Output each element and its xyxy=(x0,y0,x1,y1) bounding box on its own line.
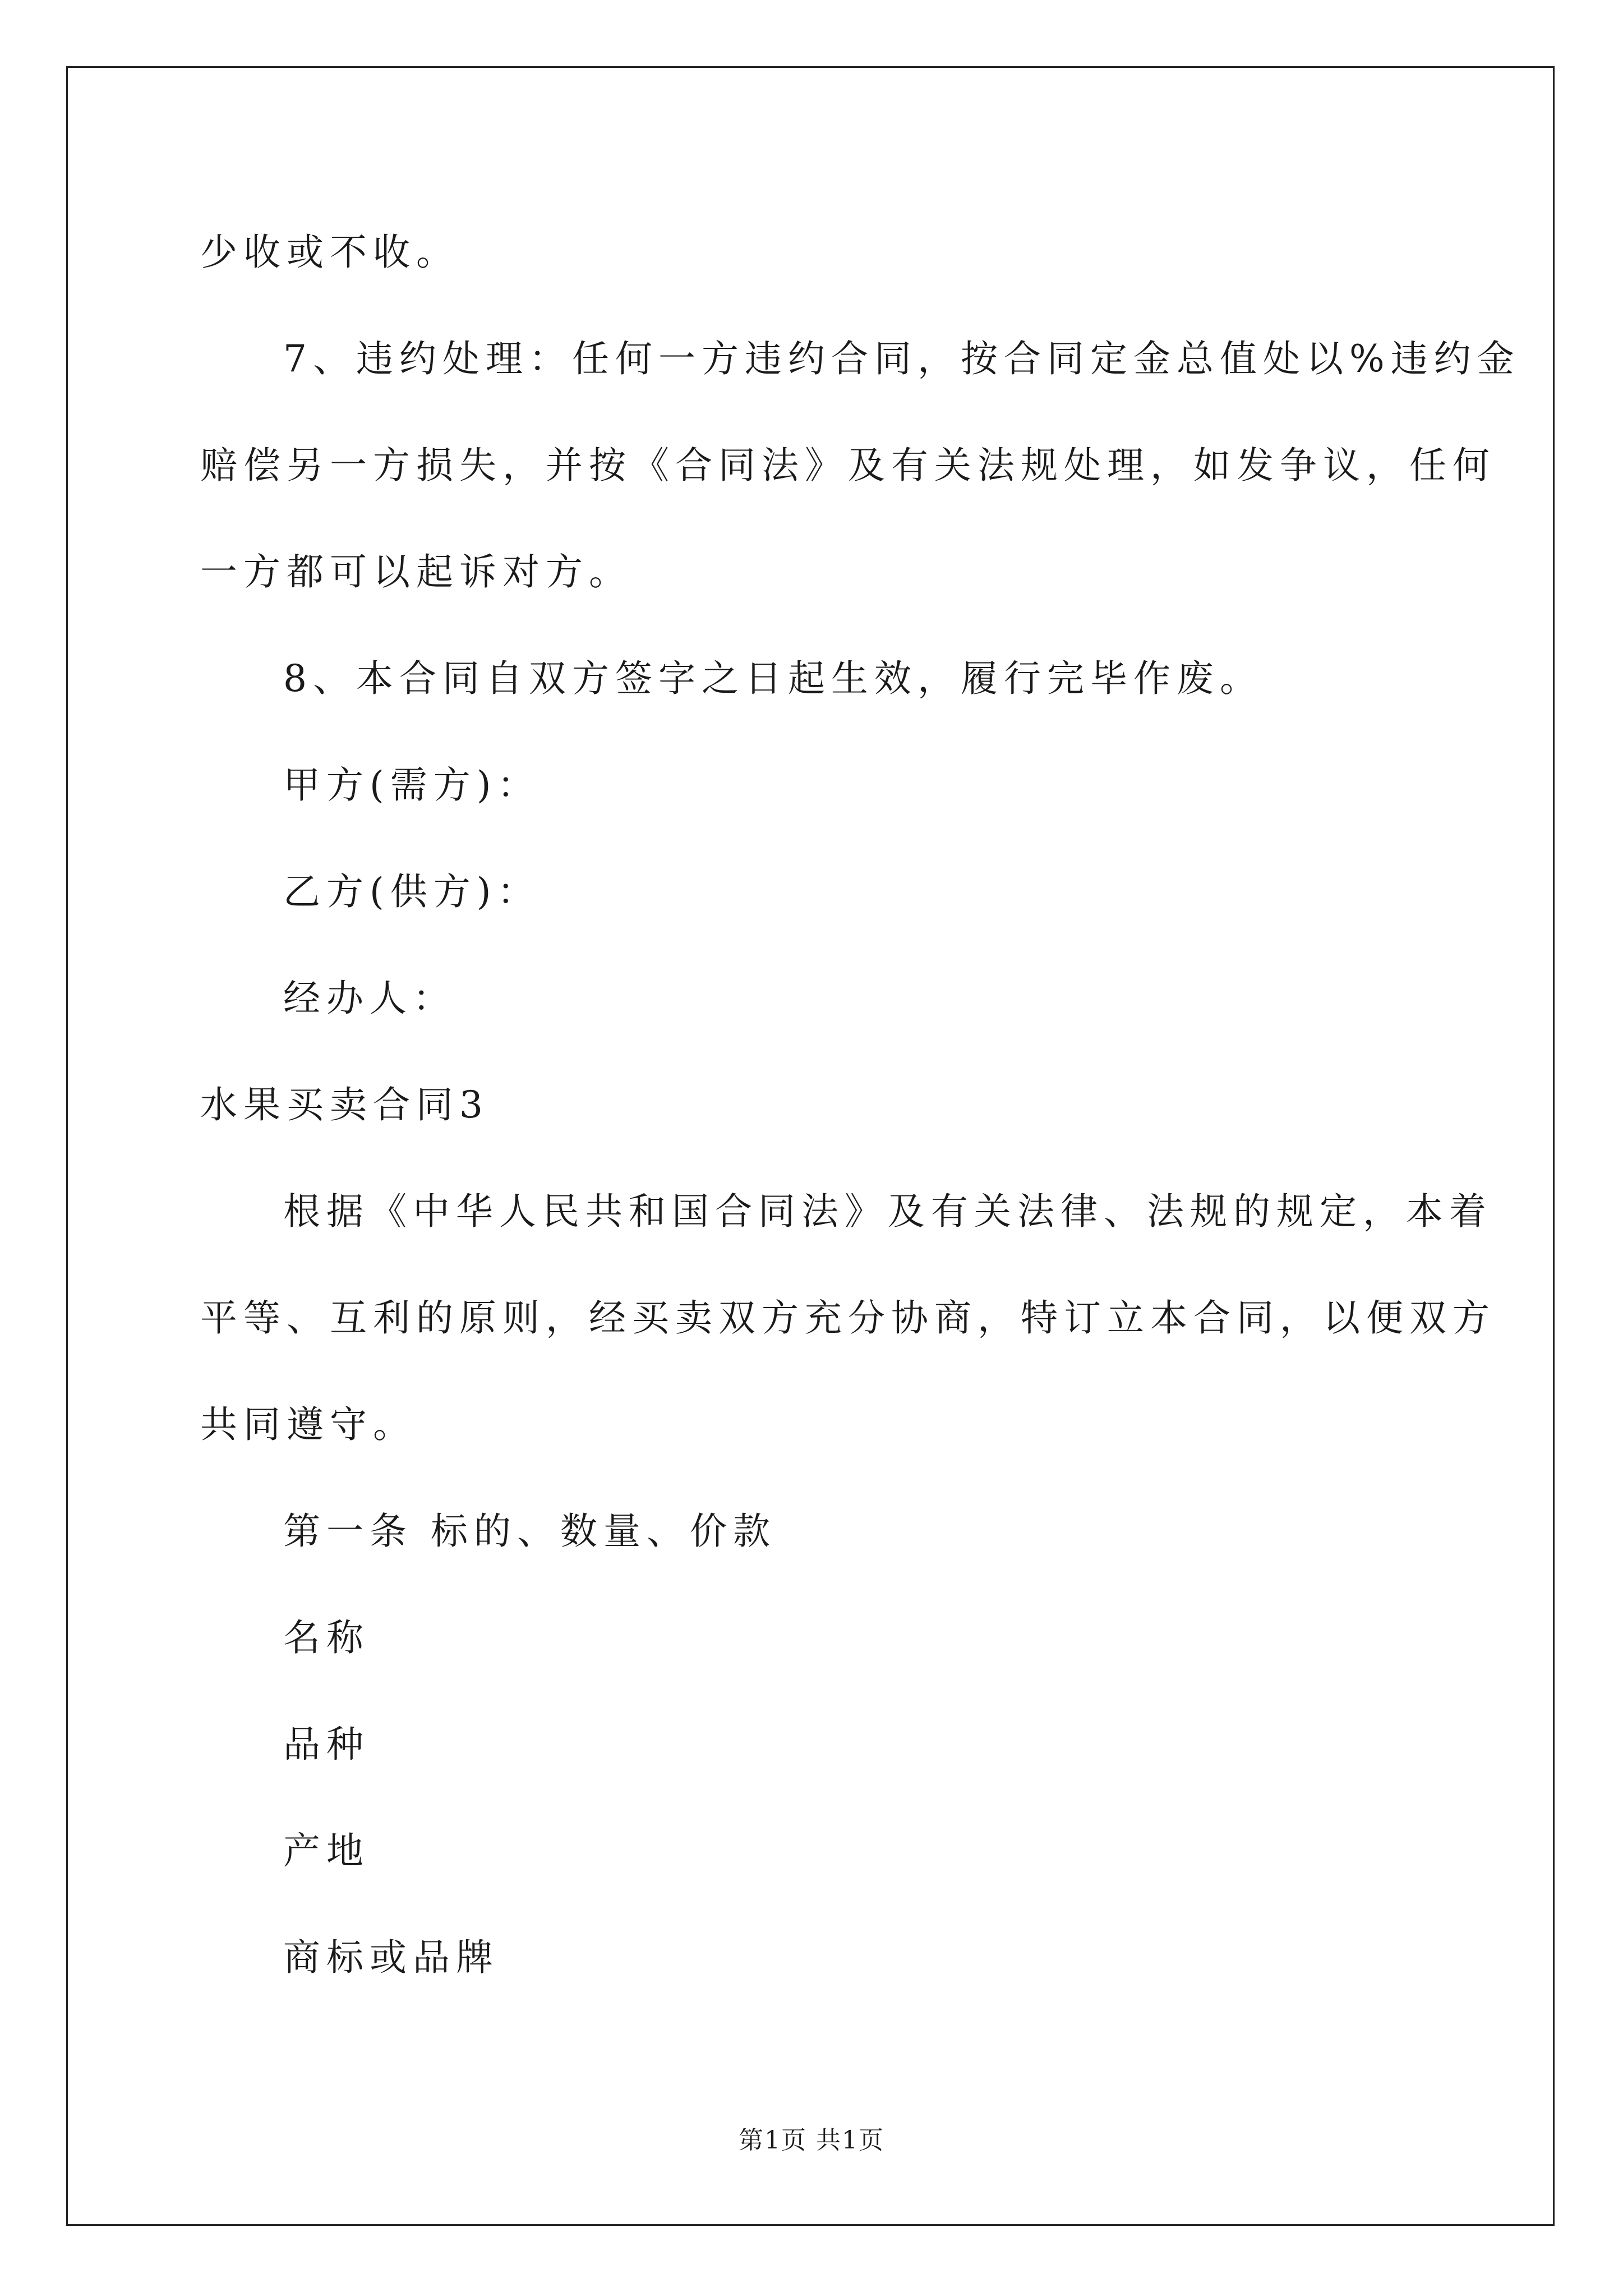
paragraph-line: 共同遵守。 xyxy=(200,1403,416,1446)
contract-heading: 水果买卖合同3 xyxy=(200,1083,489,1126)
party-b-label: 乙方(供方)： xyxy=(283,870,541,913)
article-1-heading: 第一条 标的、数量、价款 xyxy=(283,1510,776,1553)
field-origin-label: 产地 xyxy=(283,1829,370,1872)
clause-8-line: 8、本合同自双方签字之日起生效，履行完毕作废。 xyxy=(283,657,1263,700)
paragraph-line: 一方都可以起诉对方。 xyxy=(200,550,632,593)
field-brand-label: 商标或品牌 xyxy=(283,1936,499,1979)
paragraph-line: 少收或不收。 xyxy=(200,231,459,274)
page-border xyxy=(66,66,1555,2226)
field-name-label: 名称 xyxy=(283,1616,370,1659)
handler-label: 经办人： xyxy=(283,977,456,1020)
field-variety-label: 品种 xyxy=(283,1723,370,1766)
party-a-label: 甲方(需方)： xyxy=(283,763,541,807)
clause-7-line: 7、违约处理：任何一方违约合同，按合同定金总值处以%违约金 xyxy=(283,337,1520,380)
paragraph-line: 根据《中华人民共和国合同法》及有关法律、法规的规定，本着 xyxy=(283,1190,1492,1233)
paragraph-line: 赔偿另一方损失，并按《合同法》及有关法规处理，如发争议，任何 xyxy=(200,444,1496,487)
paragraph-line: 平等、互利的原则，经买卖双方充分协商，特订立本合同，以便双方 xyxy=(200,1296,1496,1340)
page-footer: 第1页 共1页 xyxy=(739,2126,884,2155)
